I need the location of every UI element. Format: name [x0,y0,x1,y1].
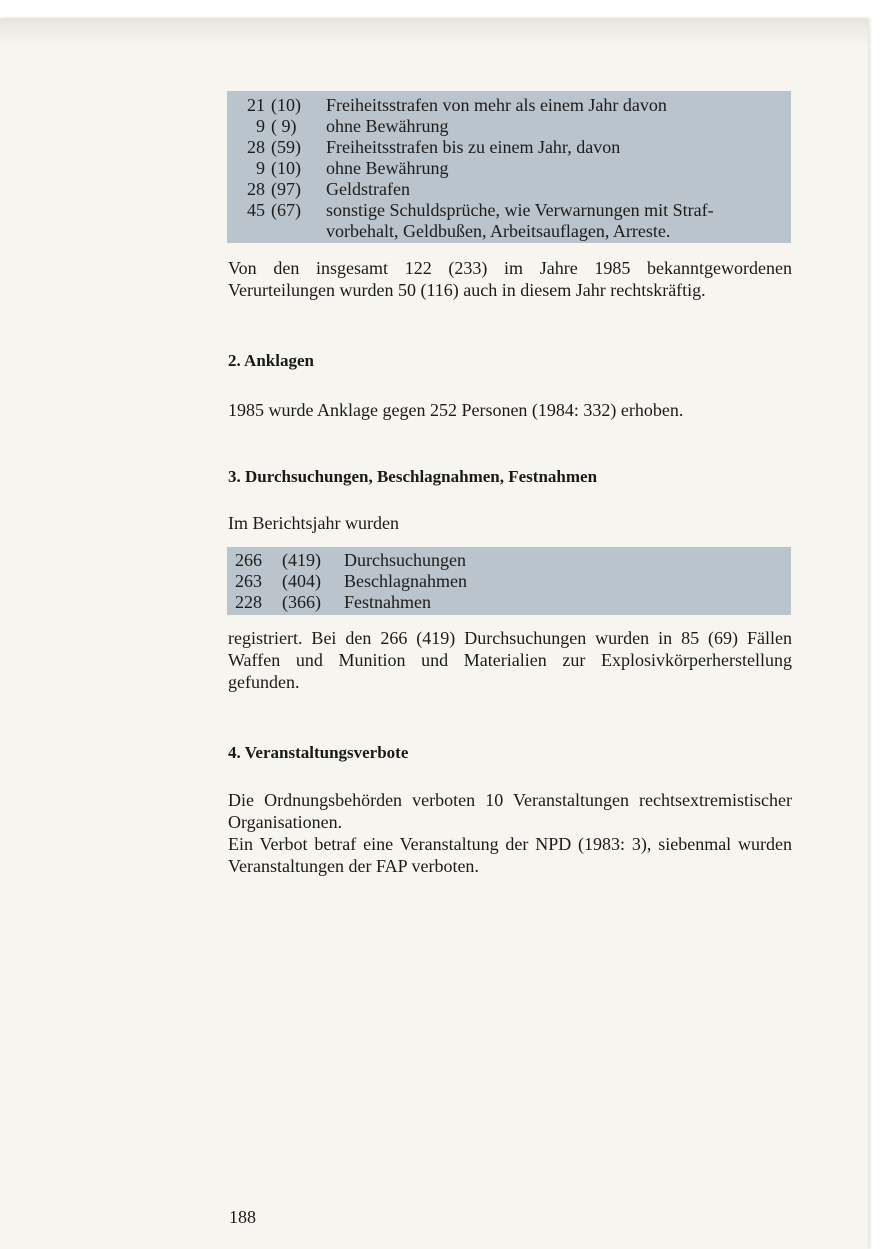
page-number: 188 [229,1207,256,1227]
row-label: ohne Bewährung [326,116,449,136]
count-1985: 28 [247,137,265,157]
row-label: sonstige Schuldsprüche, wie Verwarnungen mit Straf- [326,200,714,220]
row-label: vorbehalt, Geldbußen, Arbeitsauflagen, Arreste. [326,221,671,241]
row-label: Durchsuchungen [344,550,466,570]
count-1985: 28 [247,179,265,199]
table-row [227,137,791,158]
count-previous-year: (59) [271,137,301,157]
count-1985: 228 [235,592,262,612]
row-label: Festnahmen [344,592,431,612]
verdicts-paragraph: Von den insgesamt 122 (233) im Jahre 1985 bekanntgewordenen Verurteilungen wurden 50 (116) auch in diesem Jahr rechtskräftig. [228,258,792,300]
count-1985: 21 [247,95,265,115]
section-heading-anklagen: 2. Anklagen [228,351,314,370]
verdicts-table [227,91,791,243]
count-1985: 9 [256,116,265,136]
section-heading-durchsuchungen: 3. Durchsuchungen, Beschlagnahmen, Festnahmen [228,467,598,486]
verbote-paragraph-1: Die Ordnungsbehörden verboten 10 Veranstaltungen rechtsextremistischer Organisationen. [228,790,792,832]
table-row [227,116,791,137]
table-row [227,95,791,116]
count-previous-year: (404) [282,571,321,591]
row-label: ohne Bewährung [326,158,449,178]
table-row [227,158,791,179]
searches-table [227,547,791,615]
table-row [227,571,791,592]
berichtsjahr-paragraph: Im Berichtsjahr wurden [228,513,399,533]
anklagen-paragraph: 1985 wurde Anklage gegen 252 Personen (1984: 332) erhoben. [228,400,684,420]
count-previous-year: (10) [271,158,301,178]
count-previous-year: (419) [282,550,321,570]
count-previous-year: (10) [271,95,301,115]
count-1985: 266 [235,550,262,570]
count-1985: 9 [256,158,265,178]
verbote-paragraph-2: Ein Verbot betraf eine Veranstaltung der NPD (1983: 3), siebenmal wurden Veranstaltungen der FAP verboten. [228,834,792,876]
table-row [227,179,791,200]
table-row [227,550,791,571]
row-label: Freiheitsstrafen von mehr als einem Jahr davon [326,95,667,115]
section-heading-veranstaltungsverbote: 4. Veranstaltungsverbote [228,743,409,762]
row-label: Geldstrafen [326,179,410,199]
count-1985: 263 [235,571,262,591]
count-previous-year: (366) [282,592,321,612]
count-1985: 45 [247,200,265,220]
row-label: Beschlagnahmen [344,571,467,591]
page-top-shadow [0,18,868,46]
row-label: Freiheitsstrafen bis zu einem Jahr, davon [326,137,621,157]
count-previous-year: (97) [271,179,301,199]
registriert-paragraph: registriert. Bei den 266 (419) Durchsuchungen wurden in 85 (69) Fällen Waffen und Munition und Materialien zur Explosivkörperherstellung gefunden. [228,628,792,692]
count-previous-year: (67) [271,200,301,220]
count-previous-year: ( 9) [271,116,297,136]
table-row [227,200,791,221]
table-row [227,592,791,613]
table-row [227,221,791,242]
